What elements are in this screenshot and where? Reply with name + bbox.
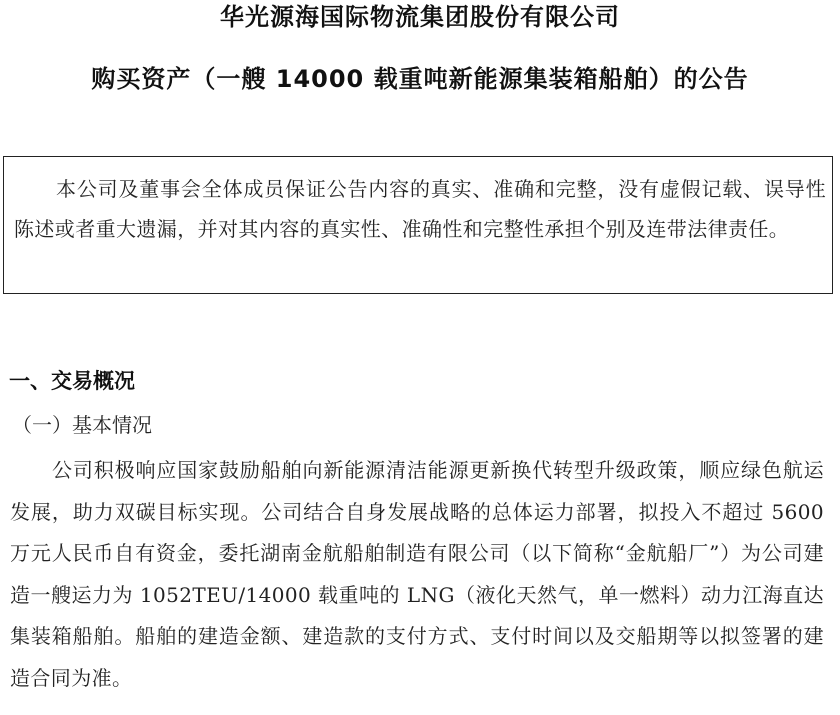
section-heading-transaction-overview: 一、交易概况 — [9, 369, 135, 393]
subsection-heading-basic-info: （一）基本情况 — [12, 413, 152, 437]
company-name: 华光源海国际物流集团股份有限公司 — [220, 3, 620, 31]
disclaimer-text: 本公司及董事会全体成员保证公告内容的真实、准确和完整，没有虚假记载、误导性陈述或者重大遗漏，并对其内容的真实性、准确性和完整性承担个别及连带法律责任。 — [14, 177, 826, 241]
basic-info-paragraph: 公司积极响应国家鼓励船舶向新能源清洁能源更新换代转型升级政策，顺应绿色航运发展，助力双碳目标实现。公司结合自身发展战略的总体运力部署，拟投入不超过 5600 万元人民币自有资金，委托湖南金航船舶制造有限公司（以下简称“金航船厂”）为公司建造一艘运力为 1052TEU/14000 载重吨的 LNG（液化天然气，单一燃料）动力江海直达集装箱船舶。船舶的建造金额、建造款的支付方式、支付时间以及交船期等以拟签署的建造合同为准。 — [10, 458, 824, 690]
announcement-title: 购买资产（一艘 14000 载重吨新能源集装箱船舶）的公告 — [91, 65, 749, 93]
disclaimer-box — [3, 156, 833, 294]
